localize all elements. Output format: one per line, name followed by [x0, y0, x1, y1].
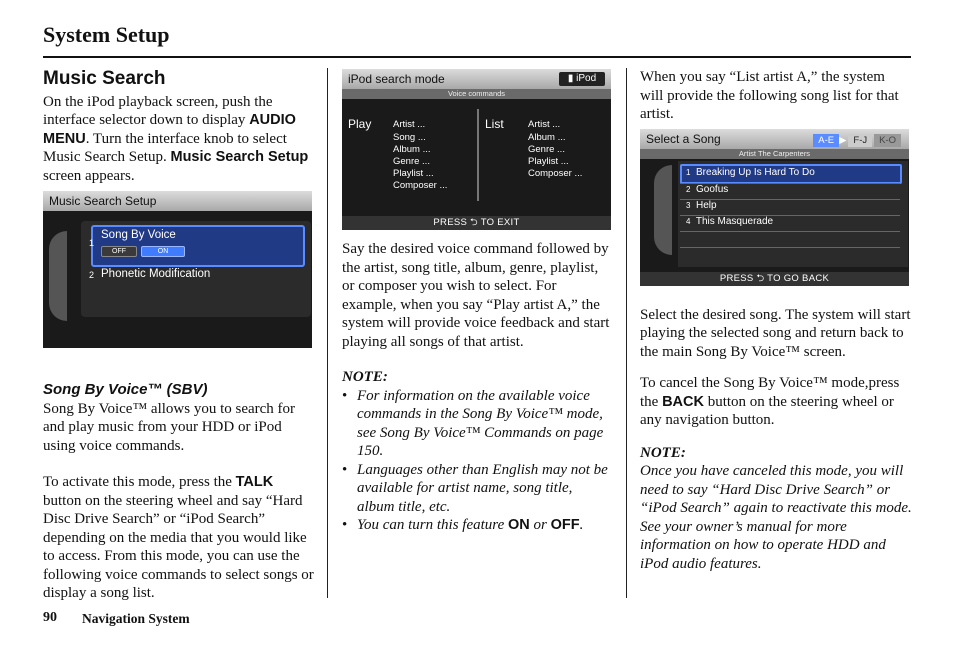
activate-paragraph	[43, 473, 315, 603]
list-item: Playlist ...	[528, 156, 569, 167]
page-number: 90	[43, 610, 57, 625]
sbv-title: Song By Voice™ (SBV)	[43, 381, 208, 398]
back-label: BACK	[662, 393, 704, 410]
off-label: OFF	[550, 517, 580, 533]
alpha-tabs	[811, 134, 901, 147]
activate-text: To activate this mode, press the	[43, 474, 236, 490]
ipod-icon: ▮	[567, 73, 577, 84]
cancel-paragraph	[640, 374, 912, 430]
page-title: System Setup	[43, 22, 170, 47]
screenshot-select-a-song	[640, 129, 909, 286]
play-arrow-icon: ▶	[839, 135, 847, 146]
song-number: 1	[686, 168, 691, 177]
audio-menu-label: AUDIO MENU	[43, 112, 296, 147]
column-divider	[626, 68, 627, 598]
note-text: See your owner’s manual for more information on how to operate HDD and iPod audio features.	[640, 518, 886, 572]
note-list	[342, 387, 612, 535]
note-text: or	[529, 517, 551, 533]
note-text: .	[579, 517, 584, 533]
footer-label: Navigation System	[82, 611, 190, 626]
screen-footer: PRESS ⮌ TO GO BACK	[640, 272, 909, 286]
note-title: NOTE:	[342, 369, 388, 385]
song-number: 4	[686, 217, 691, 226]
activate-text: button on the steering wheel and say “Hard Disc Drive Search” or “iPod Search” depending on the media that you would like to access. From this mode, you can use the following voice commands to select songs or display a song list.	[43, 492, 314, 601]
screenshot-music-search-setup	[43, 191, 312, 348]
tab-f-j: F-J	[848, 134, 872, 147]
off-toggle: OFF	[101, 246, 137, 257]
tab-a-e: A-E	[813, 134, 839, 147]
note-text: You can turn this feature	[357, 517, 508, 533]
play-item: Artist ...	[393, 119, 426, 130]
intro-text: . Turn the interface knob to select Music Search Setup.	[43, 130, 287, 165]
screen-subtitle: Artist The Carpenters	[640, 149, 909, 159]
note-item: • Languages other than English may not be available for artist name, song title, album title, etc.	[357, 461, 612, 517]
song-by-voice-label: Song By Voice	[101, 229, 176, 241]
screen-title: Select a Song	[640, 129, 909, 149]
song-row	[686, 167, 815, 178]
list-item: Composer ...	[528, 168, 583, 179]
song-row	[686, 200, 717, 211]
song-title: This Masquerade	[695, 216, 774, 227]
play-item: Genre ...	[393, 156, 430, 167]
row-number: 2	[89, 270, 95, 280]
sbv-paragraph: Song By Voice™ allows you to search for and play music from your HDD or iPod using voice commands.	[43, 400, 296, 454]
play-item: Playlist ...	[393, 168, 434, 179]
list-item: Genre ...	[528, 144, 565, 155]
ipod-tag	[559, 72, 605, 86]
cancel-text: To cancel the Song By Voice™ mode,press the	[640, 375, 900, 410]
section-title: Music Search	[43, 68, 166, 89]
note-title: NOTE:	[640, 444, 686, 461]
intro-paragraph	[43, 93, 315, 186]
screenshot-ipod-search-mode	[342, 69, 611, 230]
header-rule	[43, 56, 911, 58]
knob-graphic	[49, 231, 67, 321]
note-item	[357, 516, 612, 535]
screen-title: Music Search Setup	[43, 191, 312, 211]
song-title: Breaking Up Is Hard To Do	[696, 167, 815, 178]
list-artist-paragraph: When you say “List artist A,” the system will provide the following song list for that artist.	[640, 69, 899, 122]
play-item: Composer ...	[393, 180, 448, 191]
song-title: Help	[696, 200, 717, 211]
song-row	[686, 216, 773, 227]
talk-label: TALK	[235, 474, 274, 490]
play-item: Song ...	[393, 132, 426, 143]
list-item: Album ...	[528, 132, 566, 143]
song-number: 3	[686, 201, 691, 210]
screen-subtitle: Voice commands	[342, 89, 611, 99]
tab-k-o: K-O	[874, 134, 901, 147]
row-number: 1	[89, 238, 95, 248]
play-item: Album ...	[393, 144, 431, 155]
on-toggle: ON	[141, 246, 185, 257]
ipod-tag-label: iPod	[576, 73, 597, 84]
screen-footer: PRESS ⮌ TO EXIT	[342, 216, 611, 230]
list-heading: List	[485, 117, 504, 131]
column-middle	[342, 240, 612, 535]
row-line	[680, 231, 900, 232]
list-item: Artist ...	[528, 119, 561, 130]
song-row	[686, 184, 728, 195]
column-divider	[327, 68, 328, 598]
knob-graphic	[654, 165, 672, 255]
play-heading: Play	[348, 117, 372, 131]
song-number: 2	[686, 185, 691, 194]
music-search-setup-label: Music Search Setup	[170, 149, 309, 165]
cancel-text: button on the steering wheel or any navigation button.	[640, 393, 894, 428]
on-label: ON	[507, 517, 530, 533]
screen-title: iPod search mode	[342, 69, 611, 89]
note-text: Once you have canceled this mode, you will need to say “Hard Disc Drive Search” or “iPod Search” again to reactivate this mode.	[640, 463, 912, 516]
intro-text: screen appears.	[43, 167, 135, 184]
phonetic-modification-label: Phonetic Modification	[101, 268, 211, 280]
note-item: • For information on the available voice commands in the Song By Voice™ mode, see Song By Voice™ Commands on page 150.	[357, 387, 612, 461]
select-song-paragraph: Select the desired song. The system will start playing the selected song and return back to the main Song By Voice™ screen.	[640, 306, 911, 360]
song-title: Goofus	[696, 184, 729, 195]
voice-command-paragraph: Say the desired voice command followed by the artist, song title, album, genre, playlist, or composer you wish to select. For example, when you say “Play artist A,” the system will provide voice feedback and start playing all songs of that artist.	[342, 241, 610, 350]
divider	[477, 109, 479, 201]
row-line	[680, 247, 900, 248]
intro-text: On the iPod playback screen, push the interface selector down to display	[43, 93, 273, 128]
